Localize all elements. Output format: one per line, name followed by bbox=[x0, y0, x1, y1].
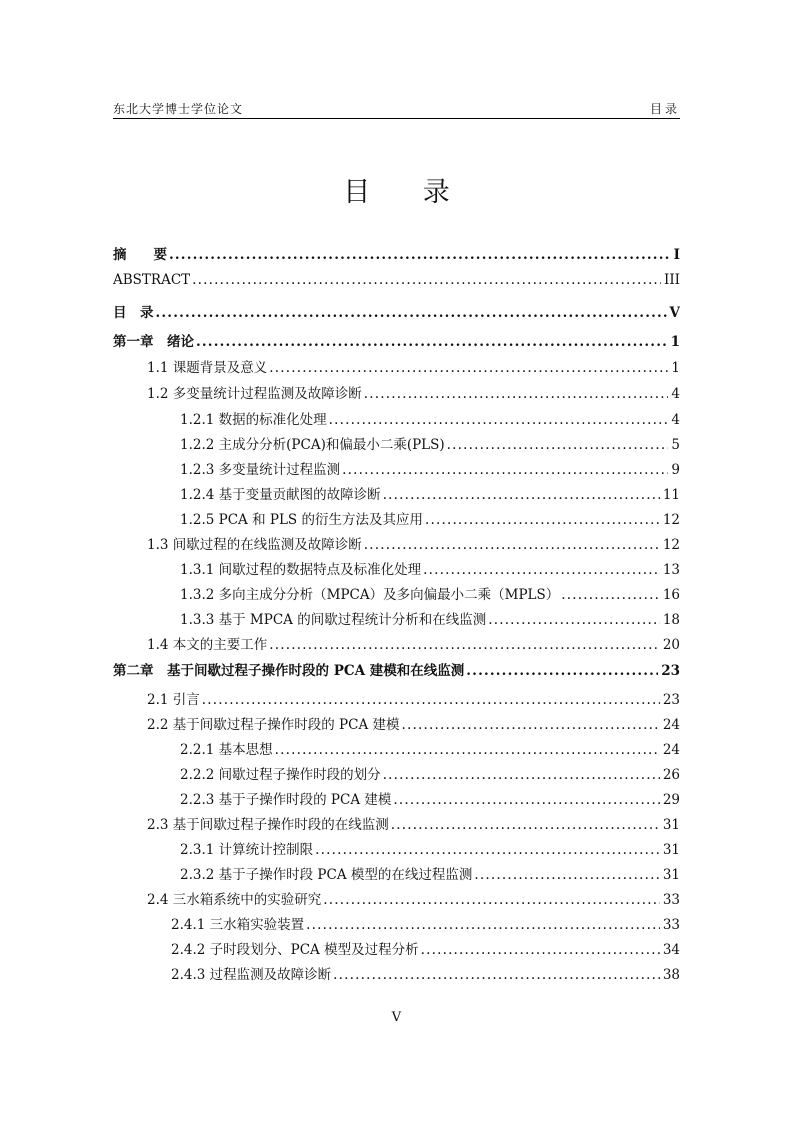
toc-entry-label: 2.2.1 基本思想 bbox=[180, 742, 273, 758]
toc-entry[interactable] bbox=[147, 888, 680, 908]
toc-entry[interactable] bbox=[147, 533, 680, 553]
toc-dot-leader bbox=[466, 663, 658, 679]
toc-entry[interactable] bbox=[180, 738, 680, 758]
toc-entry[interactable] bbox=[180, 608, 680, 628]
toc-dot-leader bbox=[391, 817, 660, 833]
toc-entry-page: 4 bbox=[671, 412, 680, 428]
toc-entry-label: 2.3.1 计算统计控制限 bbox=[180, 842, 314, 858]
toc-entry-page: 34 bbox=[662, 942, 680, 958]
toc-entry-page: I bbox=[673, 247, 680, 263]
toc-entry[interactable] bbox=[147, 688, 680, 708]
toc-entry-page: 29 bbox=[662, 792, 680, 808]
toc-dot-leader bbox=[383, 487, 660, 503]
toc-entry-page: 12 bbox=[662, 537, 680, 553]
toc-entry-page: 16 bbox=[662, 587, 680, 603]
toc-entry[interactable] bbox=[180, 558, 680, 578]
toc-entry-page: 33 bbox=[662, 892, 680, 908]
toc-dot-leader bbox=[364, 537, 660, 553]
toc-entry[interactable] bbox=[171, 938, 680, 958]
toc-entry[interactable] bbox=[113, 330, 680, 350]
toc-entry-page: 12 bbox=[662, 512, 680, 528]
toc-entry-page: 24 bbox=[662, 717, 680, 733]
toc-dot-leader bbox=[474, 867, 659, 883]
toc-entry[interactable] bbox=[180, 408, 680, 428]
toc-entry-label: 2.1 引言 bbox=[147, 692, 200, 708]
toc-entry-label: 1.1 课题背景及意义 bbox=[147, 360, 268, 376]
toc-entry-page: 5 bbox=[671, 437, 680, 453]
toc-dot-leader bbox=[169, 247, 671, 263]
toc-entry-label: 2.3.2 基于子操作时段 PCA 模型的在线过程监测 bbox=[180, 867, 473, 883]
toc-entry-page: 11 bbox=[662, 487, 680, 503]
toc-entry-page: 38 bbox=[662, 967, 680, 983]
toc-entry-label: 1.2.2 主成分分析(PCA)和偏最小二乘(PLS) bbox=[180, 437, 445, 453]
toc-entry-page: 33 bbox=[662, 917, 680, 933]
toc-entry[interactable] bbox=[180, 838, 680, 858]
toc-entry[interactable] bbox=[171, 913, 680, 933]
toc-entry[interactable] bbox=[147, 356, 680, 376]
toc-dot-leader bbox=[192, 272, 661, 288]
toc-entry[interactable] bbox=[180, 508, 680, 528]
page-title: 目 录 bbox=[343, 177, 472, 208]
toc-dot-leader bbox=[561, 587, 660, 603]
header-divider bbox=[113, 118, 680, 119]
toc-dot-leader bbox=[423, 562, 660, 578]
toc-entry-page: 31 bbox=[662, 842, 680, 858]
toc-dot-leader bbox=[402, 717, 660, 733]
toc-entry-label: 1.2.1 数据的标准化处理 bbox=[180, 412, 327, 428]
toc-entry-label: 1.2.3 多变量统计过程监测 bbox=[180, 462, 341, 478]
toc-entry-label: 1.2.4 基于变量贡献图的故障诊断 bbox=[180, 487, 381, 503]
toc-entry[interactable] bbox=[180, 583, 680, 603]
toc-entry-label: 1.3.1 间歇过程的数据特点及标准化处理 bbox=[180, 562, 422, 578]
toc-entry[interactable] bbox=[180, 863, 680, 883]
toc-entry[interactable] bbox=[147, 633, 680, 653]
toc-entry-page: 20 bbox=[662, 637, 680, 653]
toc-entry-label: 1.2.5 PCA 和 PLS 的衍生方法及其应用 bbox=[180, 512, 423, 528]
toc-dot-leader bbox=[315, 842, 660, 858]
toc-entry-label: 2.4 三水箱系统中的实验研究 bbox=[147, 892, 322, 908]
toc-entry-page: 13 bbox=[662, 562, 680, 578]
toc-entry-page: III bbox=[664, 272, 680, 288]
toc-entry-page: V bbox=[669, 305, 680, 321]
toc-entry-label: 1.3.2 多向主成分分析（MPCA）及多向偏最小二乘（MPLS） bbox=[180, 587, 560, 603]
toc-entry[interactable] bbox=[171, 963, 680, 983]
toc-dot-leader bbox=[269, 360, 668, 376]
toc-dot-leader bbox=[156, 305, 667, 321]
toc-dot-leader bbox=[425, 512, 660, 528]
toc-entry-label: 第二章 基于间歇过程子操作时段的 PCA 建模和在线监测 bbox=[113, 663, 465, 679]
toc-entry[interactable] bbox=[113, 243, 680, 263]
toc-dot-leader bbox=[269, 637, 660, 653]
toc-entry-label: 目 录 bbox=[113, 305, 154, 321]
toc-entry-label: 1.4 本文的主要工作 bbox=[147, 637, 268, 653]
toc-entry-page: 1 bbox=[670, 334, 680, 350]
toc-entry[interactable] bbox=[113, 659, 680, 679]
toc-dot-leader bbox=[421, 942, 660, 958]
toc-entry-label: 摘 要 bbox=[113, 247, 167, 263]
toc-dot-leader bbox=[306, 917, 660, 933]
toc-dot-leader bbox=[275, 742, 660, 758]
toc-entry-page: 23 bbox=[662, 692, 680, 708]
toc-dot-leader bbox=[333, 967, 660, 983]
toc-entry[interactable] bbox=[180, 483, 680, 503]
toc-entry-page: 9 bbox=[671, 462, 680, 478]
toc-entry[interactable] bbox=[147, 713, 680, 733]
toc-entry-page: 4 bbox=[671, 386, 680, 402]
toc-entry-page: 26 bbox=[662, 767, 680, 783]
toc-dot-leader bbox=[202, 692, 660, 708]
toc-entry-page: 31 bbox=[662, 867, 680, 883]
toc-entry-page: 18 bbox=[662, 612, 680, 628]
toc-entry-page: 23 bbox=[661, 663, 680, 679]
toc-entry[interactable] bbox=[113, 301, 680, 321]
toc-dot-leader bbox=[393, 792, 659, 808]
toc-entry-label: 1.2 多变量统计过程监测及故障诊断 bbox=[147, 386, 362, 402]
header-thesis-title: 东北大学博士学位论文 bbox=[113, 102, 244, 116]
toc-dot-leader bbox=[488, 612, 660, 628]
toc-entry-label: 1.3.3 基于 MPCA 的间歇过程统计分析和在线监测 bbox=[180, 612, 487, 628]
toc-entry[interactable] bbox=[147, 813, 680, 833]
toc-entry-label: 2.2 基于间歇过程子操作时段的 PCA 建模 bbox=[147, 717, 400, 733]
toc-entry[interactable] bbox=[180, 458, 680, 478]
toc-entry[interactable] bbox=[113, 272, 680, 292]
toc-entry[interactable] bbox=[147, 382, 680, 402]
toc-entry[interactable] bbox=[180, 763, 680, 783]
toc-entry[interactable] bbox=[180, 788, 680, 808]
toc-entry-label: 2.2.2 间歇过程子操作时段的划分 bbox=[180, 767, 381, 783]
toc-dot-leader bbox=[196, 334, 668, 350]
toc-entry-label: 2.2.3 基于子操作时段的 PCA 建模 bbox=[180, 792, 392, 808]
toc-entry-label: 2.4.1 三水箱实验装置 bbox=[171, 917, 305, 933]
toc-dot-leader bbox=[329, 412, 669, 428]
toc-entry-label: 第一章 绪论 bbox=[113, 334, 194, 350]
toc-dot-leader bbox=[383, 767, 660, 783]
toc-entry-label: 2.3 基于间歇过程子操作时段的在线监测 bbox=[147, 817, 389, 833]
footer-page-number: V bbox=[391, 1010, 402, 1025]
toc-entry-page: 24 bbox=[662, 742, 680, 758]
toc-entry-label: 1.3 间歇过程的在线监测及故障诊断 bbox=[147, 537, 362, 553]
toc-dot-leader bbox=[364, 386, 669, 402]
toc-entry-label: 2.4.2 子时段划分、PCA 模型及过程分析 bbox=[171, 942, 419, 958]
toc-entry-page: 31 bbox=[662, 817, 680, 833]
toc-dot-leader bbox=[447, 437, 669, 453]
toc-entry-page: 1 bbox=[671, 360, 680, 376]
header-section-name: 目录 bbox=[649, 102, 680, 116]
toc-entry-label: ABSTRACT bbox=[113, 272, 191, 288]
toc-entry-label: 2.4.3 过程监测及故障诊断 bbox=[171, 967, 332, 983]
toc-dot-leader bbox=[342, 462, 668, 478]
toc-entry[interactable] bbox=[180, 433, 680, 453]
toc-dot-leader bbox=[323, 892, 660, 908]
